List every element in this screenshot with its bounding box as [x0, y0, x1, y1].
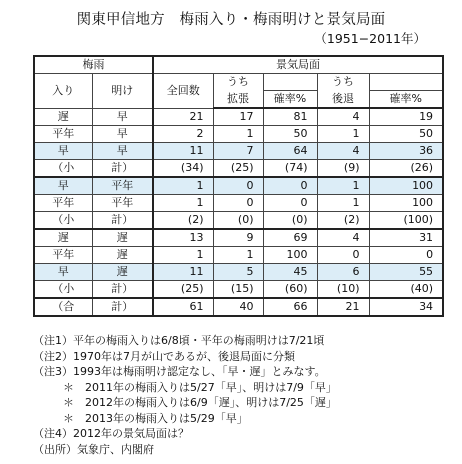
table-row-highlighted: 早 遅 11 5 45 6 55 — [34, 264, 443, 281]
total-row: （合 計） 61 40 66 21 34 — [34, 298, 443, 316]
subtotal-row: （小 計） (2) (0) (0) (2) (100) — [34, 212, 443, 230]
note-3-sub-2: ＊ 2012年の梅雨入りは6/9「遅」、明けは7/25「遅」 — [63, 396, 337, 409]
header-uchi-2: うち — [317, 74, 369, 91]
header-keiki: 景気局面 — [153, 56, 443, 74]
header-uchi-1: うち — [213, 74, 263, 91]
period-label: （1951−2011年） — [314, 31, 426, 46]
note-2: （注2）1970年は7月が山であるが、後退局面に分類 — [33, 349, 295, 363]
table-row-highlighted: 早 早 11 7 64 4 36 — [34, 143, 443, 160]
source-note: （出所）気象庁、内閣府 — [33, 442, 154, 456]
subtotal-row: （小 計） (25) (15) (60) (10) (40) — [34, 281, 443, 299]
note-3: （注3）1993年は梅雨明け認定なし、「早・遅」とみなす。 — [33, 365, 326, 378]
header-kotai: 後退 — [317, 91, 369, 109]
table-row: 平年 平年 1 0 0 1 100 — [34, 195, 443, 212]
document-title: 関東甲信地方 梅雨入り・梅雨明けと景気局面 — [76, 12, 386, 28]
header-ake: 明け — [92, 74, 153, 109]
note-1: （注1）平年の梅雨入りは6/8頃・平年の梅雨明けは7/21頃 — [33, 334, 325, 347]
header-total: 全回数 — [153, 74, 213, 109]
table-row: 平年 早 2 1 50 1 50 — [34, 126, 443, 143]
header-tsuyu: 梅雨 — [34, 56, 153, 74]
rainy-season-table — [33, 55, 444, 317]
table-row: 遅 早 21 17 81 4 19 — [34, 108, 443, 126]
table-row: 遅 遅 13 9 69 4 31 — [34, 229, 443, 247]
header-rate-2: 確率% — [369, 91, 443, 109]
header-kakucho: 拡張 — [213, 91, 263, 109]
subtotal-row: （小 計） (34) (25) (74) (9) (26) — [34, 160, 443, 178]
notes-block — [33, 333, 453, 457]
note-4: （注4）2012年の景気局面は？ — [33, 427, 189, 440]
table-row-highlighted: 早 平年 1 0 0 1 100 — [34, 177, 443, 195]
header-row-2a — [34, 74, 443, 91]
table-row: 平年 遅 1 1 100 0 0 — [34, 247, 443, 264]
note-3-sub-3: ＊ 2013年の梅雨入りは5/29「早」 — [63, 411, 248, 425]
header-rate-1: 確率% — [263, 91, 317, 109]
note-3-sub-1: ＊ 2011年の梅雨入りは5/27「早」、明けは7/9「早」 — [63, 380, 337, 394]
header-row-1 — [34, 56, 443, 74]
header-iri: 入り — [34, 74, 92, 109]
